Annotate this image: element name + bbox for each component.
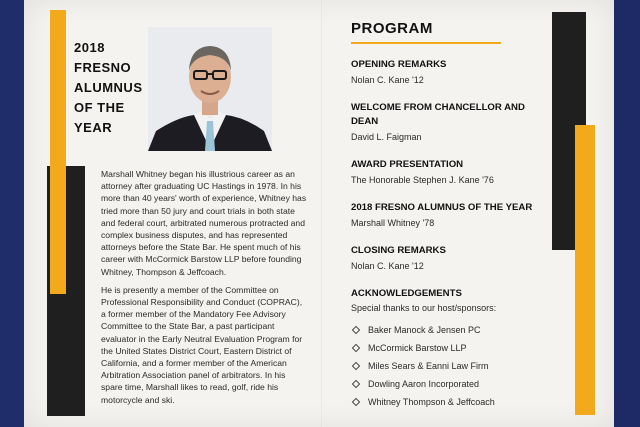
portrait-illustration [148, 27, 272, 151]
program-item-title: OPENING REMARKS [351, 59, 447, 70]
honoree-photo [148, 27, 272, 151]
program-item [351, 58, 551, 87]
program-item-person: Marshall Whitney '78 [351, 218, 435, 228]
program-item [351, 244, 551, 273]
sponsor-name: Baker Manock & Jensen PC [368, 325, 481, 335]
award-title [74, 38, 154, 138]
bio-paragraph: He is presently a member of the Committee on Professional Responsibility and Conduct (COPRAC), a former member of the Mandatory Fee Advisory Committee to the State Bar, a past participant evaluator in the Early Neutral Evaluation Program for the United States District Court, Eastern District of California, and a former member of the American Arbitration Association panel of arbitrators. In his spare time, Marshall likes to read, golf, ride his motorcycle and ski. [101, 284, 303, 405]
program-item-title: WELCOME FROM CHANCELLOR AND DEAN [351, 102, 525, 127]
program-item-person: Nolan C. Kane '12 [351, 261, 424, 271]
background-edge [612, 0, 640, 427]
sponsor-item [351, 393, 551, 411]
diamond-bullet-icon [352, 344, 360, 352]
sponsor-name: Miles Sears & Eanni Law Firm [368, 361, 489, 371]
diamond-bullet-icon [352, 362, 360, 370]
acknowledgements-title: ACKNOWLEDGEMENTS [351, 288, 462, 299]
award-title-line: FRESNO [74, 60, 132, 75]
diamond-bullet-icon [352, 380, 360, 388]
sponsor-name: McCormick Barstow LLP [368, 343, 467, 353]
acknowledgements-section [351, 287, 551, 411]
page-fold [321, 0, 323, 427]
program-heading-underline [351, 42, 501, 44]
award-title-line: 2018 [74, 40, 105, 55]
award-title-line: OF THE [74, 100, 125, 115]
program-item [351, 101, 551, 144]
sponsor-name: Dowling Aaron Incorporated [368, 379, 480, 389]
diamond-bullet-icon [352, 326, 360, 334]
program-item-person: The Honorable Stephen J. Kane '76 [351, 175, 494, 185]
acknowledgements-subtitle: Special thanks to our host/sponsors: [351, 303, 497, 313]
sponsor-item [351, 375, 551, 393]
sponsor-item [351, 357, 551, 375]
diamond-bullet-icon [352, 398, 360, 406]
decor-bar-orange-left [50, 10, 66, 294]
program-item-title: CLOSING REMARKS [351, 245, 446, 256]
sponsor-list [351, 321, 551, 411]
program-item [351, 158, 551, 187]
bio-paragraph: Marshall Whitney began his illustrious career as an attorney after graduating UC Hastings in 1978. In his more than 40 years' worth of experience, Whitney has tried more than 50 jury and court trials in both state and federal court, arbitrated numerous protracted and complex business disputes, and has represented attorneys before the State Bar. He spent much of his career with McCormick Barstow LLP before founding Whitney, Thompson & Jeffcoach. [101, 169, 307, 277]
program-item [351, 201, 551, 230]
sponsor-item [351, 321, 551, 339]
decor-bar-orange-right [575, 125, 595, 415]
program-item-person: David L. Faigman [351, 132, 422, 142]
program-item-title: 2018 FRESNO ALUMNUS OF THE YEAR [351, 202, 533, 213]
program-heading: PROGRAM [351, 20, 433, 37]
sponsor-name: Whitney Thompson & Jeffcoach [368, 397, 495, 407]
award-title-line: ALUMNUS [74, 80, 143, 95]
honoree-biography [101, 168, 309, 412]
program-item-title: AWARD PRESENTATION [351, 159, 464, 170]
program-list [351, 58, 551, 425]
award-title-line: YEAR [74, 120, 113, 135]
program-item-person: Nolan C. Kane '12 [351, 75, 424, 85]
sponsor-item [351, 339, 551, 357]
